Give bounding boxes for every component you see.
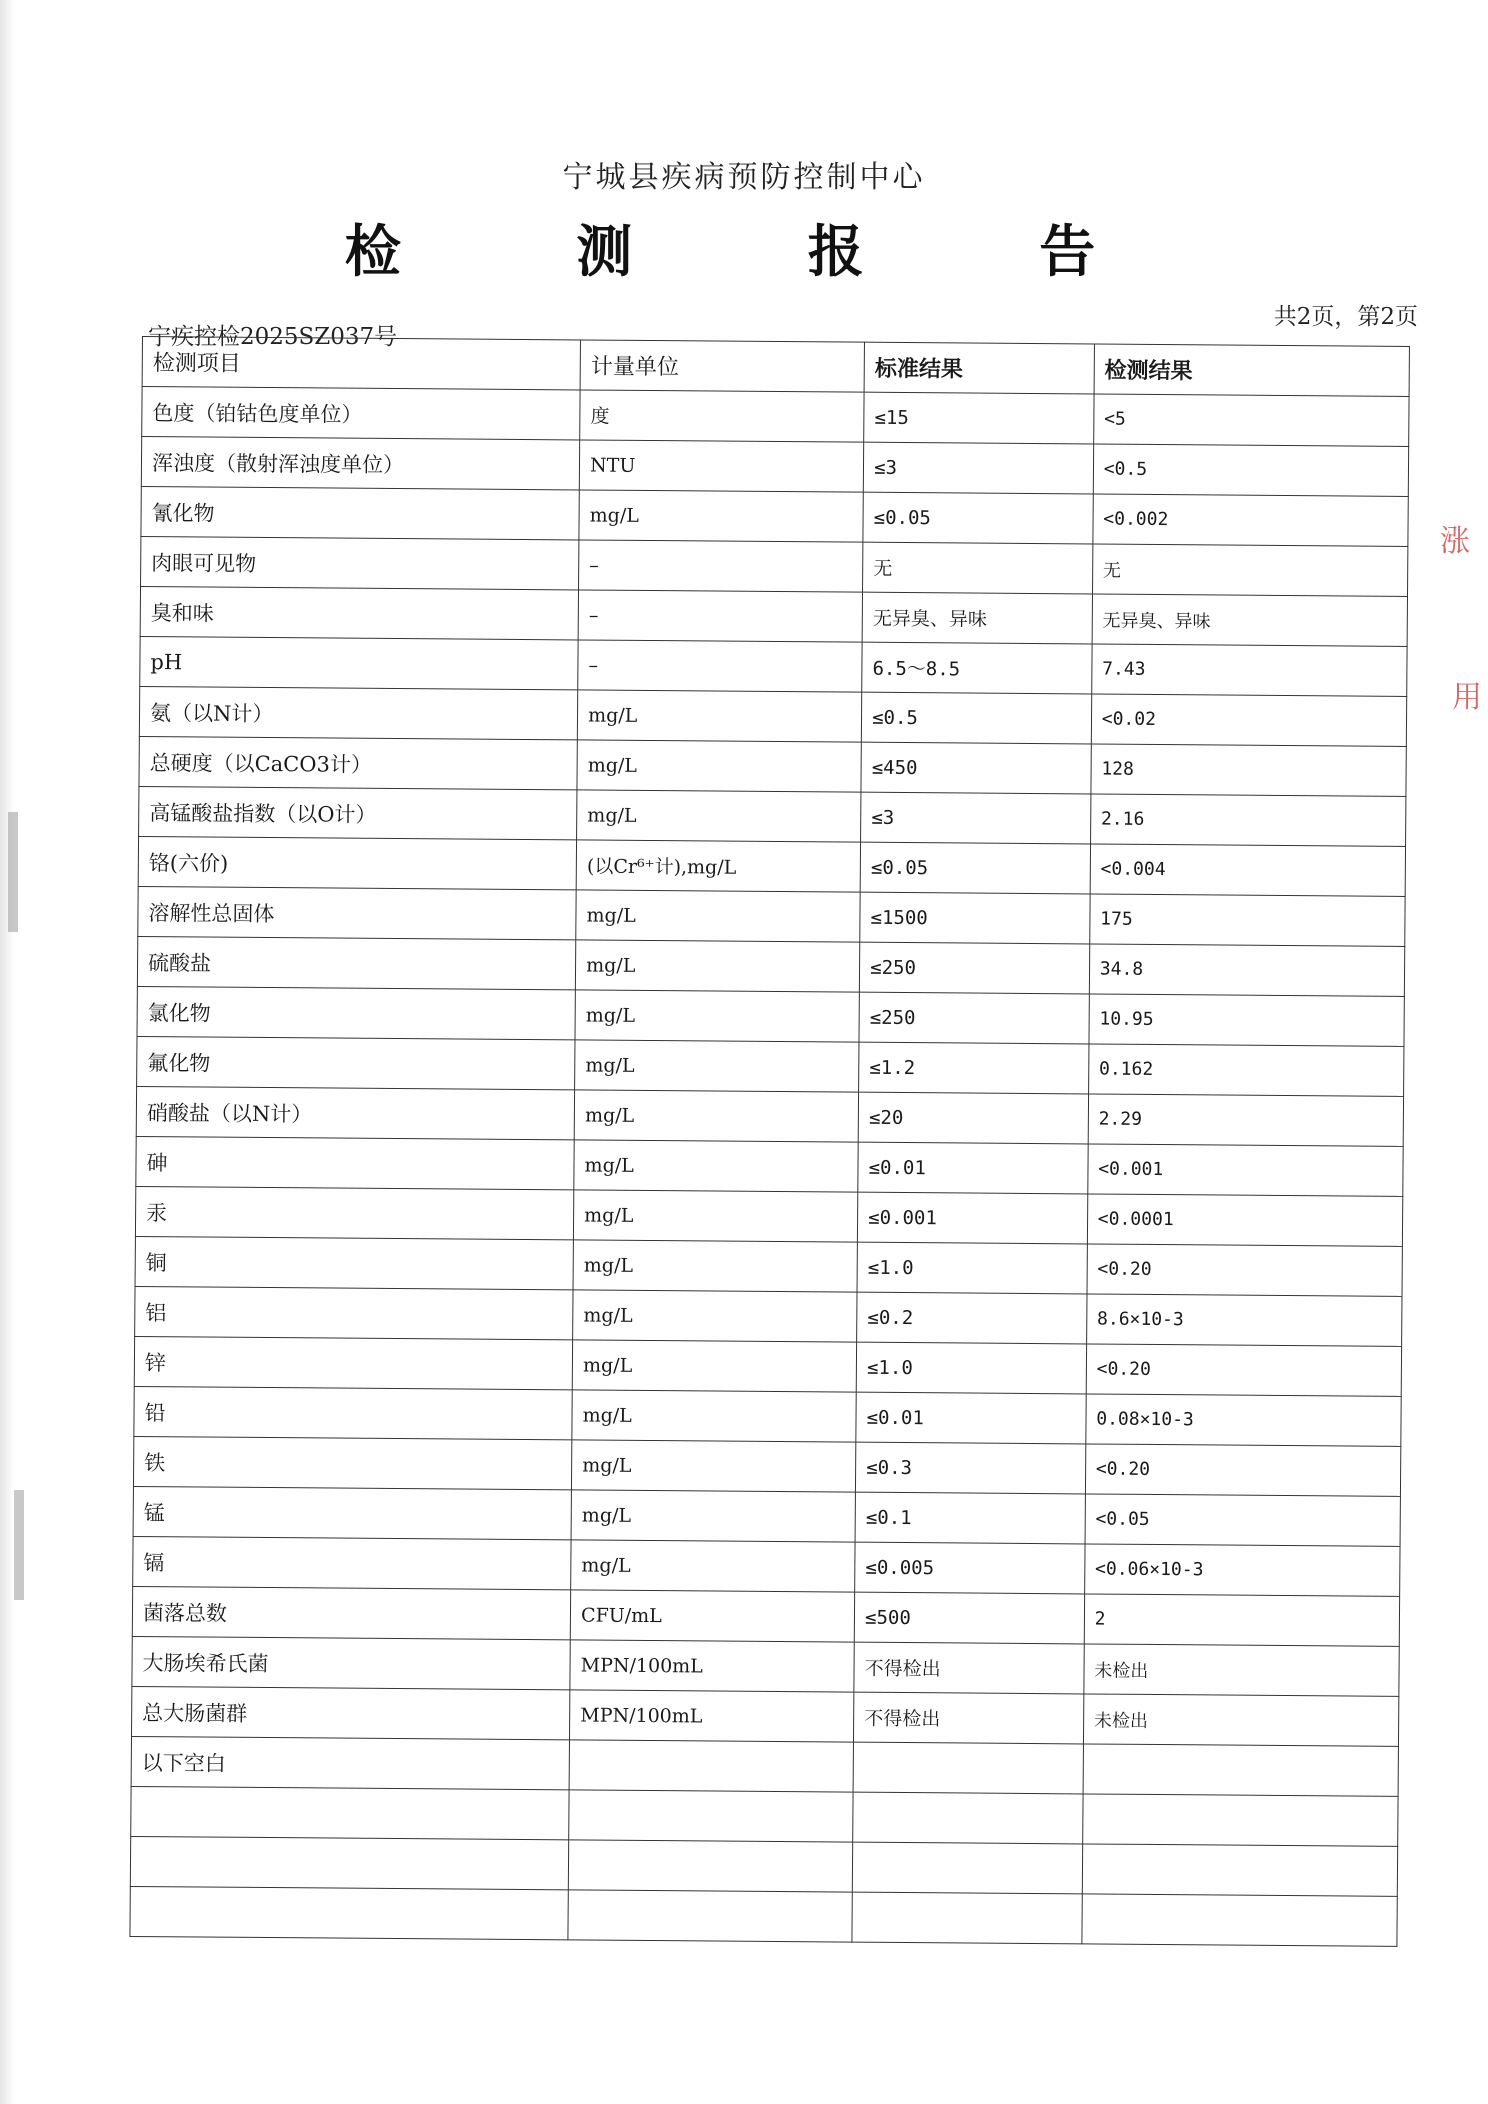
standard-value-cell: 无 [863, 542, 1093, 594]
item-name-cell: 锌 [134, 1336, 572, 1389]
unit-cell: mg/L [577, 740, 861, 792]
organization-name: 宁城县疾病预防控制中心 [562, 160, 926, 195]
unit-cell: mg/L [574, 1190, 858, 1242]
standard-value-cell: ≤250 [859, 942, 1089, 994]
test-result-cell: <0.002 [1093, 494, 1409, 546]
test-result-cell [1082, 1844, 1398, 1896]
unit-cell [569, 1790, 853, 1842]
unit-cell [569, 1740, 853, 1792]
standard-value-cell [852, 1892, 1082, 1944]
test-result-cell: 10.95 [1089, 994, 1405, 1046]
standard-value-cell: ≤20 [858, 1092, 1088, 1144]
unit-cell: mg/L [572, 1390, 856, 1442]
item-name-cell: 色度（铂钴色度单位） [142, 387, 580, 440]
test-result-cell [1082, 1894, 1398, 1946]
item-name-cell: 大肠埃希氏菌 [132, 1636, 570, 1689]
scan-edge [0, 0, 14, 2104]
test-result-cell: <0.06×10-3 [1084, 1544, 1400, 1596]
report-number: 宁疾控检2025SZ037号 [148, 324, 398, 350]
test-result-cell: <0.0001 [1087, 1194, 1403, 1246]
column-header: 计量单位 [580, 340, 864, 392]
standard-value-cell: ≤0.01 [858, 1142, 1088, 1194]
item-name-cell: 氟化物 [137, 1036, 575, 1089]
standard-value-cell: ≤1.0 [856, 1342, 1086, 1394]
unit-cell: mg/L [572, 1440, 856, 1492]
test-result-cell: 未检出 [1083, 1694, 1399, 1746]
unit-cell: mg/L [576, 890, 860, 942]
standard-value-cell: ≤0.05 [860, 842, 1090, 894]
item-name-cell: 氰化物 [141, 486, 579, 539]
standard-value-cell: ≤0.005 [855, 1542, 1085, 1594]
test-result-cell: 未检出 [1084, 1644, 1400, 1696]
standard-value-cell [852, 1842, 1082, 1894]
test-result-cell: <0.5 [1093, 444, 1409, 496]
unit-cell: – [578, 590, 862, 642]
test-result-cell: <0.02 [1091, 694, 1407, 746]
unit-cell [568, 1890, 852, 1942]
test-result-cell: <0.001 [1088, 1144, 1404, 1196]
standard-value-cell: ≤1500 [860, 892, 1090, 944]
item-name-cell: 硫酸盐 [137, 936, 575, 989]
column-header: 标准结果 [864, 342, 1094, 394]
page-indicator: 共2页，第2页 [1273, 304, 1418, 330]
item-name-cell: 砷 [136, 1136, 574, 1189]
unit-cell: mg/L [574, 1090, 858, 1142]
test-result-cell: 2.29 [1088, 1094, 1404, 1146]
test-result-cell: 8.6×10-3 [1086, 1294, 1402, 1346]
standard-value-cell: ≤0.001 [858, 1192, 1088, 1244]
unit-cell: NTU [579, 440, 863, 492]
standard-value-cell: ≤3 [861, 792, 1091, 844]
unit-cell: mg/L [571, 1490, 855, 1542]
standard-value-cell: ≤0.5 [861, 692, 1091, 744]
item-name-cell: 高锰酸盐指数（以O计） [139, 786, 577, 839]
test-result-cell: <0.20 [1087, 1244, 1403, 1296]
unit-cell: mg/L [575, 940, 859, 992]
standard-value-cell: ≤0.2 [857, 1292, 1087, 1344]
item-name-cell: 臭和味 [140, 586, 578, 639]
unit-cell: mg/L [575, 990, 859, 1042]
test-result-cell [1083, 1744, 1399, 1796]
item-name-cell: 浑浊度（散射浑浊度单位） [141, 437, 579, 490]
unit-cell: – [578, 640, 862, 692]
test-result-cell: 0.08×10-3 [1086, 1394, 1402, 1446]
unit-cell: MPN/100mL [570, 1690, 854, 1742]
unit-cell [568, 1840, 852, 1892]
item-name-cell: 锰 [133, 1486, 571, 1539]
item-name-cell: 总硬度（以CaCO3计） [139, 736, 577, 789]
item-name-cell: 氯化物 [137, 986, 575, 1039]
test-result-cell: <5 [1093, 394, 1409, 446]
unit-cell: mg/L [577, 790, 861, 842]
test-result-cell [1082, 1794, 1398, 1846]
item-name-cell: 铅 [134, 1386, 572, 1439]
standard-value-cell: 无异臭、异味 [862, 592, 1092, 644]
unit-cell: (以Cr⁶⁺计),mg/L [576, 840, 860, 892]
standard-value-cell: ≤0.01 [856, 1392, 1086, 1444]
unit-cell: mg/L [574, 1140, 858, 1192]
standard-value-cell: ≤1.2 [859, 1042, 1089, 1094]
test-result-cell: 7.43 [1091, 644, 1407, 696]
standard-value-cell [853, 1742, 1083, 1794]
standard-value-cell: 不得检出 [854, 1642, 1084, 1694]
standard-value-cell: ≤0.1 [855, 1492, 1085, 1544]
seal-fragment: 用 [1452, 680, 1482, 715]
test-result-cell: <0.004 [1090, 844, 1406, 896]
standard-value-cell: ≤450 [861, 742, 1091, 794]
scan-mark [8, 812, 18, 932]
item-name-cell: pH [140, 636, 578, 689]
test-result-cell: 175 [1090, 894, 1406, 946]
item-name-cell: 铬(六价) [138, 836, 576, 889]
table-row [130, 1886, 1397, 1946]
standard-value-cell: ≤0.05 [863, 492, 1093, 544]
item-name-cell: 总大肠菌群 [132, 1686, 570, 1739]
standard-value-cell: ≤3 [863, 442, 1093, 494]
unit-cell: mg/L [573, 1290, 857, 1342]
item-name-cell: 铁 [133, 1436, 571, 1489]
item-name-cell: 硝酸盐（以N计） [136, 1086, 574, 1139]
unit-cell: mg/L [572, 1340, 856, 1392]
item-name-cell: 菌落总数 [132, 1586, 570, 1639]
unit-cell: mg/L [579, 490, 863, 542]
standard-value-cell [853, 1792, 1083, 1844]
test-result-cell: <0.20 [1086, 1344, 1402, 1396]
report-title: 检 测 报 告 [344, 219, 1174, 285]
test-result-cell: <0.20 [1085, 1444, 1401, 1496]
standard-value-cell: ≤15 [864, 392, 1094, 444]
standard-value-cell: ≤500 [854, 1592, 1084, 1644]
unit-cell: CFU/mL [570, 1590, 854, 1642]
test-result-cell: 128 [1091, 744, 1407, 796]
scan-mark [14, 1490, 24, 1600]
results-table [129, 336, 1410, 1947]
item-name-cell: 铝 [135, 1286, 573, 1339]
item-name-cell: 溶解性总固体 [138, 886, 576, 939]
item-name-cell [130, 1886, 568, 1939]
test-result-cell: 34.8 [1089, 944, 1405, 996]
item-name-cell: 汞 [135, 1186, 573, 1239]
item-name-cell: 以下空白 [131, 1736, 569, 1789]
test-result-cell: <0.05 [1085, 1494, 1401, 1546]
standard-value-cell: 6.5～8.5 [862, 642, 1092, 694]
unit-cell: 度 [580, 390, 864, 442]
test-result-cell: 0.162 [1088, 1044, 1404, 1096]
unit-cell: MPN/100mL [570, 1640, 854, 1692]
standard-value-cell: ≤250 [859, 992, 1089, 1044]
seal-fragment: 涨 [1440, 524, 1470, 559]
test-result-cell: 2.16 [1090, 794, 1406, 846]
item-name-cell: 肉眼可见物 [141, 536, 579, 589]
standard-value-cell: ≤0.3 [856, 1442, 1086, 1494]
column-header: 检测项目 [142, 337, 580, 390]
test-result-cell: 无 [1092, 544, 1408, 596]
item-name-cell [131, 1786, 569, 1839]
column-header: 检测结果 [1094, 344, 1410, 396]
test-result-cell: 2 [1084, 1594, 1400, 1646]
unit-cell: mg/L [573, 1240, 857, 1292]
unit-cell: mg/L [575, 1040, 859, 1092]
test-result-cell: 无异臭、异味 [1092, 594, 1408, 646]
standard-value-cell: ≤1.0 [857, 1242, 1087, 1294]
unit-cell: mg/L [571, 1540, 855, 1592]
item-name-cell: 铜 [135, 1236, 573, 1289]
unit-cell: mg/L [577, 690, 861, 742]
item-name-cell: 镉 [133, 1536, 571, 1589]
item-name-cell [130, 1836, 568, 1889]
unit-cell: – [579, 540, 863, 592]
item-name-cell: 氨（以N计） [139, 686, 577, 739]
standard-value-cell: 不得检出 [854, 1692, 1084, 1744]
